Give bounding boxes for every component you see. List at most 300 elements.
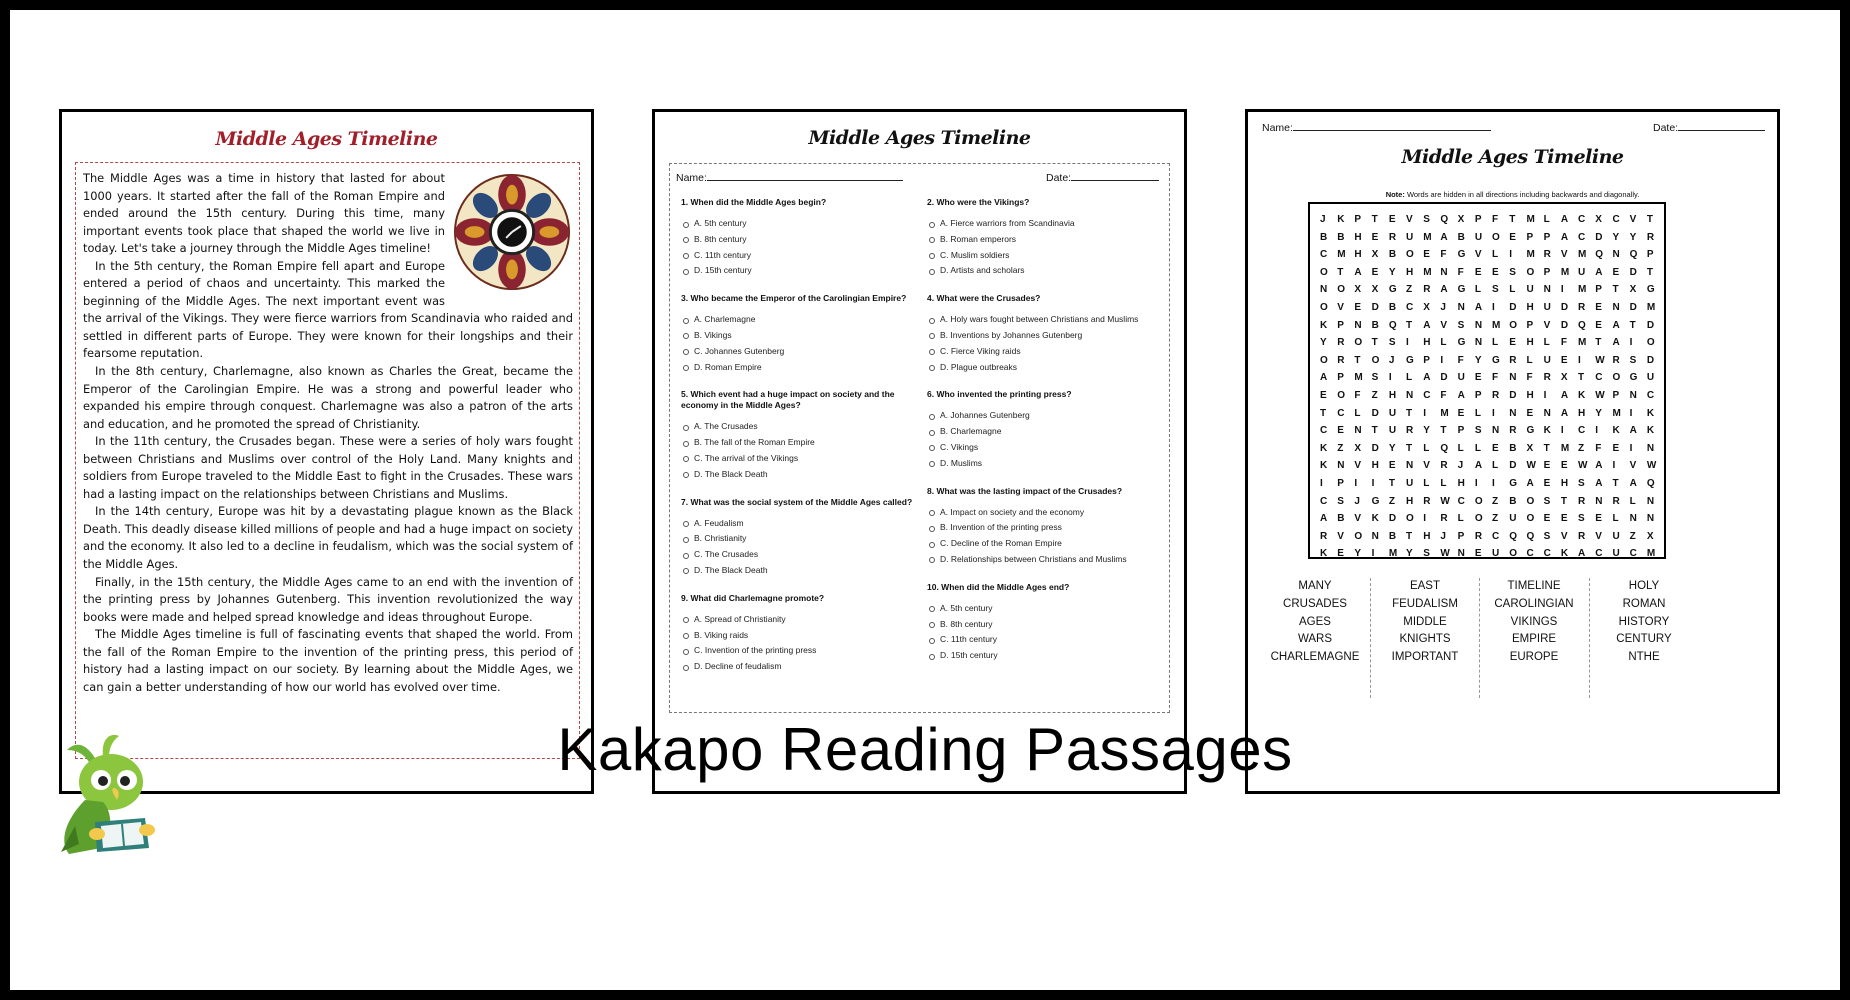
grid-letter: J (1354, 495, 1360, 507)
grid-letter: G (1629, 372, 1638, 384)
grid-letter: E (1612, 266, 1620, 278)
grid-letter: D (1371, 442, 1379, 454)
grid-letter: F (1492, 214, 1499, 225)
grid-letter: E (1337, 425, 1344, 437)
grid-letter: I (1492, 477, 1495, 489)
answer-option[interactable]: D. Roman Empire (681, 360, 921, 376)
grid-letter: R (1320, 530, 1328, 542)
grid-letter: X (1595, 214, 1602, 225)
grid-letter: L (1354, 407, 1361, 419)
grid-letter: W (1526, 460, 1536, 472)
grid-letter: N (1371, 530, 1379, 542)
grid-letter: A (1474, 460, 1483, 472)
word-list-column (1584, 578, 1704, 667)
grid-row (1320, 422, 1664, 440)
grid-letter: E (1560, 354, 1568, 366)
grid-letter: N (1509, 407, 1517, 419)
grid-letter: M (1646, 548, 1656, 560)
grid-row (1320, 281, 1664, 299)
grid-letter: V (1560, 249, 1568, 261)
word-item: IMPORTANT (1391, 651, 1459, 664)
date-label: Date: (1046, 172, 1072, 184)
word-item: AGES (1299, 615, 1331, 628)
passage-paragraph: In the 11th century, the Crusades began. These were a series of holy wars fought between Christians and Muslims over control of the Holy Land. Many knights and soldiers from Europe traveled to the Middle East to fight in the Crusades. These wars had a lasting impact on the relationships between Christians and Muslims. (83, 434, 573, 501)
answer-option[interactable]: D. Artists and scholars (927, 263, 1167, 279)
grid-letter: I (1629, 442, 1633, 454)
grid-letter: C (1320, 495, 1328, 507)
grid-letter: L (1612, 513, 1619, 525)
grid-letter: N (1354, 319, 1362, 331)
grid-letter: A (1320, 372, 1328, 384)
grid-letter: I (1595, 425, 1599, 437)
grid-letter: A (1320, 513, 1328, 525)
grid-letter: U (1474, 231, 1483, 243)
grid-letter: L (1440, 337, 1447, 349)
date-label: Date: (1653, 122, 1679, 134)
word-item: HISTORY (1618, 615, 1670, 628)
grid-letter: F (1457, 354, 1464, 366)
grid-letter: H (1423, 530, 1431, 542)
answer-option[interactable]: D. Relationships between Christians and Muslims (927, 552, 1167, 568)
answer-option[interactable]: D. Decline of feudalism (681, 659, 921, 675)
grid-letter: N (1629, 389, 1637, 401)
quiz-question (927, 582, 1167, 664)
answer-option[interactable]: D. Muslims (927, 456, 1167, 472)
grid-letter: O (1526, 495, 1535, 507)
grid-letter: X (1629, 284, 1637, 296)
grid-letter: A (1457, 389, 1465, 401)
grid-letter: T (1560, 495, 1567, 507)
answer-option[interactable]: C. The arrival of the Vikings (681, 451, 921, 467)
grid-letter: D (1371, 301, 1379, 313)
grid-letter: A (1423, 372, 1431, 384)
answer-option[interactable]: A. 5th century (927, 601, 1167, 617)
grid-letter: R (1543, 372, 1551, 384)
grid-letter: C (1320, 425, 1328, 437)
grid-letter: P (1646, 249, 1654, 261)
grid-row (1320, 493, 1664, 511)
grid-row (1320, 387, 1664, 405)
grid-letter: B (1388, 301, 1397, 313)
grid-letter: N (1629, 513, 1637, 525)
grid-letter: E (1474, 372, 1482, 384)
grid-letter: L (1492, 337, 1499, 349)
grid-letter: E (1354, 301, 1362, 313)
grid-letter: I (1406, 337, 1409, 349)
answer-option[interactable]: C. Invention of the printing press (681, 643, 921, 659)
answer-option[interactable]: A. Charlemagne (681, 312, 921, 328)
grid-letter: B (1388, 530, 1397, 542)
instructions-note (1248, 190, 1777, 199)
grid-letter: O (1320, 266, 1328, 278)
grid-letter: N (1612, 249, 1620, 261)
grid-letter: Y (1629, 231, 1637, 243)
grid-letter: G (1388, 284, 1397, 296)
word-item: MIDDLE (1403, 615, 1447, 628)
grid-letter: L (1492, 249, 1499, 261)
grid-letter: C (1543, 548, 1551, 560)
grid-letter: E (1388, 460, 1396, 472)
page-title: Middle Ages Timeline (215, 128, 438, 150)
word-item: KNIGHTS (1399, 633, 1451, 646)
grid-letter: Y (1474, 354, 1482, 366)
grid-letter: V (1354, 513, 1362, 525)
grid-letter: K (1612, 425, 1620, 437)
grid-letter: N (1492, 425, 1500, 437)
grid-letter: D (1371, 407, 1379, 419)
grid-letter: K (1543, 425, 1551, 437)
answer-option[interactable]: B. Christianity (681, 531, 921, 547)
word-item: CRUSADES (1283, 597, 1347, 610)
grid-letter: V (1543, 319, 1551, 331)
questions-right-column (927, 197, 1167, 678)
grid-letter: T (1406, 407, 1413, 419)
question-text: 6. Who invented the printing press? (927, 389, 1072, 400)
note-label: Note: (1385, 190, 1405, 199)
grid-letter: V (1406, 214, 1413, 225)
grid-letter: A (1560, 214, 1569, 225)
grid-letter: T (1509, 214, 1516, 225)
grid-letter: Y (1595, 407, 1602, 419)
grid-letter: R (1423, 284, 1431, 296)
question-text: 9. What did Charlemagne promote? (681, 592, 825, 603)
grid-letter: C (1526, 548, 1534, 560)
grid-letter: D (1388, 513, 1397, 525)
grid-row (1320, 545, 1664, 563)
grid-letter: E (1423, 249, 1430, 261)
grid-letter: R (1388, 231, 1397, 243)
grid-letter: U (1388, 407, 1397, 419)
word-item: TIMELINE (1507, 580, 1561, 592)
grid-letter: U (1543, 354, 1551, 366)
grid-letter: N (1320, 284, 1328, 296)
grid-letter: U (1543, 301, 1551, 313)
grid-letter: H (1578, 407, 1586, 419)
grid-letter: M (1354, 372, 1363, 384)
grid-letter: T (1440, 425, 1447, 437)
grid-letter: U (1526, 284, 1534, 296)
grid-letter: P (1543, 231, 1551, 243)
grid-letter: N (1646, 513, 1655, 525)
grid-letter: P (1474, 214, 1482, 225)
grid-letter: C (1646, 389, 1655, 401)
grid-letter: T (1578, 372, 1585, 384)
grid-letter: S (1509, 266, 1516, 278)
word-item: ROMAN (1622, 597, 1666, 610)
grid-letter: U (1612, 548, 1620, 560)
grid-letter: Q (1440, 442, 1449, 454)
answer-option[interactable]: A. Feudalism (681, 516, 921, 532)
grid-letter: O (1612, 372, 1621, 384)
grid-letter: B (1337, 231, 1345, 243)
grid-letter: L (1526, 354, 1533, 366)
answer-option[interactable]: C. Johannes Gutenberg (681, 344, 921, 360)
answer-option[interactable]: D. 15th century (681, 263, 921, 279)
answer-option[interactable]: B. Invention of the printing press (927, 520, 1167, 536)
answer-option[interactable]: B. 8th century (681, 232, 921, 248)
grid-row (1320, 405, 1664, 423)
answer-option[interactable]: C. Fierce Viking raids (927, 344, 1167, 360)
quiz-question (927, 197, 1167, 279)
grid-letter: R (1578, 301, 1586, 313)
grid-letter: T (1406, 530, 1413, 542)
grid-letter: R (1612, 495, 1620, 507)
quiz-question (681, 593, 921, 675)
grid-letter: Y (1612, 231, 1620, 243)
grid-letter: N (1543, 284, 1551, 296)
word-item: CHARLEMAGNE (1270, 651, 1360, 664)
grid-letter: I (1440, 354, 1444, 366)
grid-letter: Q (1509, 530, 1518, 542)
date-field[interactable] (1046, 170, 1159, 184)
grid-letter: Z (1629, 530, 1636, 542)
grid-letter: N (1406, 460, 1414, 472)
answer-option[interactable]: C. Muslim soldiers (927, 248, 1167, 264)
grid-letter: C (1578, 214, 1586, 225)
answer-option[interactable]: D. The Black Death (681, 467, 921, 483)
grid-letter: I (1612, 460, 1616, 472)
passage-paragraph: In the 14th century, Europe was hit by a devastating plague known as the Black Death. This deadly disease killed millions of people and had a huge impact on society and the economy. It also led to a decline in feudalism, which was the social system of the Middle Ages. (83, 504, 573, 572)
word-item: EUROPE (1509, 651, 1559, 664)
grid-letter: F (1440, 249, 1447, 261)
grid-letter: M (1388, 548, 1398, 560)
grid-letter: N (1337, 460, 1345, 472)
question-text: 4. What were the Crusades? (927, 293, 1041, 304)
grid-letter: K (1646, 407, 1655, 419)
answer-option[interactable]: C. 11th century (927, 632, 1167, 648)
grid-letter: S (1474, 425, 1482, 437)
grid-letter: S (1371, 372, 1379, 384)
word-item: CAROLINGIAN (1494, 597, 1574, 610)
grid-letter: M (1423, 231, 1432, 243)
grid-letter: I (1543, 389, 1547, 401)
grid-letter: Q (1629, 249, 1638, 261)
grid-letter: M (1578, 284, 1587, 296)
grid-letter: S (1388, 337, 1396, 349)
grid-letter: E (1612, 442, 1620, 454)
grid-letter: R (1646, 231, 1655, 243)
grid-letter: M (1578, 249, 1587, 261)
grid-letter: L (1423, 442, 1430, 454)
grid-letter: A (1474, 301, 1483, 313)
question-text: 2. Who were the Vikings? (927, 197, 1030, 207)
grid-row (1320, 457, 1664, 475)
grid-letter: M (1578, 337, 1587, 349)
grid-letter: U (1578, 266, 1586, 278)
grid-letter: L (1423, 477, 1430, 489)
name-field[interactable] (1262, 120, 1491, 134)
answer-option[interactable]: B. Charlemagne (927, 424, 1167, 440)
grid-letter: B (1509, 442, 1517, 454)
grid-letter: E (1543, 460, 1551, 472)
grid-letter: R (1492, 389, 1500, 401)
word-item: CENTURY (1616, 633, 1672, 646)
grid-row (1320, 264, 1664, 282)
grid-letter: M (1440, 407, 1449, 419)
answer-option[interactable]: B. Vikings (681, 328, 921, 344)
answer-option[interactable]: A. The Crusades (681, 419, 921, 435)
grid-letter: T (1320, 407, 1327, 419)
answer-option[interactable]: C. Vikings (927, 440, 1167, 456)
grid-letter: T (1337, 266, 1344, 278)
grid-letter: R (1406, 425, 1414, 437)
grid-letter: M (1612, 407, 1621, 419)
grid-letter: C (1406, 301, 1414, 313)
grid-letter: O (1492, 231, 1500, 243)
answer-option[interactable]: A. Spread of Christianity (681, 612, 921, 628)
grid-letter: N (1646, 495, 1655, 507)
word-item: VIKINGS (1510, 615, 1558, 628)
grid-letter: G (1406, 354, 1414, 366)
grid-letter: R (1543, 249, 1551, 261)
grid-letter: U (1388, 425, 1397, 437)
grid-letter: E (1320, 389, 1327, 401)
grid-letter: L (1406, 372, 1413, 384)
grid-letter: E (1474, 548, 1482, 560)
grid-row (1320, 299, 1664, 317)
grid-letter: X (1423, 301, 1430, 313)
page-title: Middle Ages Timeline (808, 127, 1031, 149)
quiz-question (681, 389, 921, 482)
grid-row (1320, 510, 1664, 528)
grid-letter: K (1320, 460, 1328, 472)
answer-option[interactable]: B. Roman emperors (927, 232, 1167, 248)
answer-option[interactable]: B. Viking raids (681, 628, 921, 644)
grid-letter: G (1371, 495, 1380, 507)
grid-letter: R (1337, 354, 1345, 366)
answer-option[interactable]: A. Impact on society and the economy (927, 505, 1167, 521)
grid-letter: H (1406, 495, 1414, 507)
grid-letter: D (1646, 319, 1655, 331)
column-divider (1370, 578, 1371, 698)
grid-letter: L (1629, 495, 1636, 507)
grid-letter: O (1354, 530, 1363, 542)
grid-letter: F (1526, 372, 1533, 384)
grid-letter: S (1423, 548, 1430, 560)
grid-letter: A (1354, 266, 1362, 278)
grid-letter: C (1578, 231, 1586, 243)
answer-option[interactable]: C. The Crusades (681, 547, 921, 563)
grid-letter: K (1646, 425, 1655, 437)
grid-letter: D (1560, 301, 1569, 313)
quiz-question (681, 497, 921, 579)
grid-letter: O (1406, 249, 1414, 261)
quiz-question (927, 293, 1167, 375)
grid-letter: T (1595, 337, 1602, 349)
answer-option[interactable]: C. 11th century (681, 248, 921, 264)
answer-option[interactable]: B. The fall of the Roman Empire (681, 435, 921, 451)
grid-letter: P (1423, 354, 1430, 366)
grid-letter: W (1595, 389, 1605, 401)
grid-letter: A (1423, 319, 1431, 331)
grid-letter: I (1629, 337, 1633, 349)
grid-letter: O (1509, 319, 1518, 331)
grid-letter: P (1337, 319, 1344, 331)
grid-letter: J (1320, 214, 1326, 225)
passage-box (75, 162, 580, 759)
grid-letter: M (1560, 266, 1570, 278)
grid-letter: T (1371, 214, 1378, 225)
grid-letter: L (1457, 442, 1464, 454)
grid-letter: D (1509, 389, 1517, 401)
answer-option[interactable]: B. 8th century (927, 617, 1167, 633)
grid-letter: X (1371, 249, 1379, 261)
answer-option[interactable]: B. Inventions by Johannes Gutenberg (927, 328, 1167, 344)
grid-letter: I (1629, 407, 1633, 419)
grid-letter: L (1492, 460, 1499, 472)
grid-letter: M (1526, 249, 1535, 261)
grid-letter: M (1492, 319, 1501, 331)
answer-option[interactable]: A. Holy wars fought between Christians and Muslims (927, 312, 1167, 328)
grid-letter: A (1560, 407, 1569, 419)
grid-letter: O (1509, 548, 1518, 560)
word-list-column (1255, 578, 1375, 667)
answer-option[interactable]: A. 5th century (681, 216, 921, 232)
grid-letter: N (1474, 319, 1483, 331)
grid-letter: N (1474, 337, 1483, 349)
grid-letter: L (1543, 337, 1550, 349)
grid-letter: H (1354, 231, 1362, 243)
grid-letter: D (1509, 301, 1517, 313)
grid-letter: X (1354, 284, 1362, 296)
grid-letter: E (1509, 337, 1516, 349)
grid-letter: Y (1354, 548, 1362, 560)
grid-letter: K (1578, 389, 1586, 401)
grid-letter: K (1320, 442, 1328, 454)
answer-option[interactable]: A. Johannes Gutenberg (927, 408, 1167, 424)
grid-letter: P (1595, 284, 1602, 296)
grid-letter: U (1612, 530, 1620, 542)
answer-option[interactable]: D. 15th century (927, 648, 1167, 664)
grid-letter: O (1526, 513, 1535, 525)
answer-option[interactable]: C. Decline of the Roman Empire (927, 536, 1167, 552)
grid-letter: Y (1388, 266, 1396, 278)
grid-letter: Q (1646, 477, 1655, 489)
answer-option[interactable]: D. The Black Death (681, 563, 921, 579)
grid-letter: E (1595, 319, 1602, 331)
grid-letter: A (1595, 266, 1603, 278)
grid-letter: B (1337, 513, 1345, 525)
grid-letter: P (1526, 231, 1534, 243)
grid-letter: X (1560, 372, 1568, 384)
grid-letter: Q (1440, 214, 1449, 225)
grid-letter: O (1371, 354, 1380, 366)
grid-letter: F (1440, 389, 1447, 401)
date-field[interactable] (1653, 120, 1765, 134)
answer-option[interactable]: D. Plague outbreaks (927, 360, 1167, 376)
grid-letter: N (1612, 301, 1620, 313)
grid-letter: N (1543, 407, 1551, 419)
grid-letter: H (1526, 301, 1534, 313)
grid-letter: K (1337, 214, 1345, 225)
grid-letter: D (1629, 301, 1637, 313)
name-field[interactable] (676, 170, 903, 184)
grid-letter: B (1388, 249, 1397, 261)
grid-letter: E (1543, 513, 1551, 525)
answer-option[interactable]: A. Fierce warriors from Scandinavia (927, 216, 1167, 232)
grid-letter: R (1612, 354, 1620, 366)
grid-letter: E (1457, 407, 1465, 419)
grid-letter: V (1595, 530, 1602, 542)
question-text: 3. Who became the Emperor of the Carolingian Empire? (681, 293, 907, 304)
grid-letter: P (1457, 530, 1465, 542)
grid-letter: P (1457, 425, 1465, 437)
grid-letter: O (1337, 389, 1345, 401)
grid-letter: V (1474, 249, 1482, 261)
column-divider (1479, 578, 1480, 698)
grid-letter: J (1388, 354, 1395, 366)
grid-letter: R (1578, 495, 1586, 507)
